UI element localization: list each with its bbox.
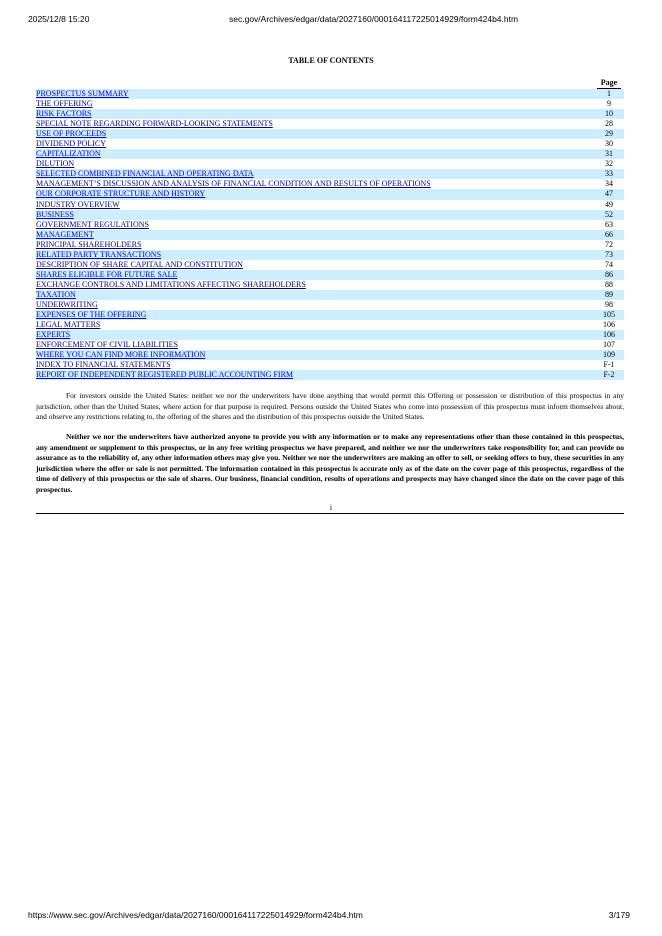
toc-link[interactable]: UNDERWRITING [36,300,98,309]
toc-page-number: F-1 [603,360,615,370]
toc-link[interactable]: SHARES ELIGIBLE FOR FUTURE SALE [36,269,178,279]
toc-row [36,210,624,220]
toc-link[interactable]: INDUSTRY OVERVIEW [36,199,120,209]
toc-row [36,149,624,159]
toc-link[interactable]: DILUTION [36,159,75,169]
toc-link[interactable]: EXPENSES OF THE OFFERING [36,310,147,320]
toc-row [36,280,624,290]
toc-row [36,330,624,340]
toc-page-number: 10 [594,109,624,119]
toc-page-number: 31 [594,149,624,159]
toc-page-number: F-2 [594,370,624,380]
toc-row [36,200,624,210]
toc-page-number: 88 [605,279,613,289]
toc-link[interactable]: EXCHANGE CONTROLS AND LIMITATIONS AFFECTING SHAREHOLDERS [36,279,306,289]
toc-link[interactable]: WHERE YOU CAN FIND MORE INFORMATION [36,350,206,360]
toc-page-number: 72 [605,239,613,249]
page-number: i [329,503,333,512]
toc-page-number: 28 [605,119,613,129]
toc-page-number: 73 [594,250,624,260]
toc-row [36,89,624,99]
toc-link[interactable]: REPORT OF INDEPENDENT REGISTERED PUBLIC ACCOUNTING FIRM [36,370,294,380]
toc-link[interactable]: THE OFFERING [36,99,93,109]
toc-link[interactable]: EXPERTS [36,330,71,340]
toc-row [36,169,624,179]
toc-row [36,119,624,129]
toc-page-number: 109 [594,350,624,360]
toc-row [36,220,624,230]
toc-link[interactable]: INDEX TO FINANCIAL STATEMENTS [36,360,171,370]
toc-row [36,270,624,280]
toc-row [36,340,624,350]
toc-page-number: 86 [594,270,624,280]
toc-page-number: 34 [605,179,613,189]
toc-row [36,179,624,189]
toc-link[interactable]: CAPITALIZATION [36,149,101,159]
print-page-count: 3/179 [608,910,630,920]
toc-link[interactable]: ENFORCEMENT OF CIVIL LIABILITIES [36,340,178,350]
toc-page-number: 32 [605,159,613,169]
toc-page-number: 106 [603,320,615,330]
toc-link[interactable]: PROSPECTUS SUMMARY [36,89,129,99]
page-column-header: Page [594,78,624,89]
toc-page-number: 33 [594,169,624,179]
toc-page-number: 105 [594,310,624,320]
toc-page-number: 66 [594,230,624,240]
toc-row [36,129,624,139]
toc-link[interactable]: DIVIDEND POLICY [36,139,106,149]
toc-page-number: 106 [594,330,624,340]
toc-row [36,240,624,250]
toc-link[interactable]: RISK FACTORS [36,109,92,119]
toc-link[interactable]: BUSINESS [36,209,74,219]
toc-row [36,370,624,380]
toc-link[interactable]: GOVERNMENT REGULATIONS [36,219,149,229]
toc-row [36,99,624,109]
toc-page-number: 1 [594,89,624,99]
table-of-contents [36,78,624,380]
toc-row [36,360,624,370]
toc-row [36,310,624,320]
toc-link[interactable]: PRINCIPAL SHAREHOLDERS [36,239,142,249]
toc-page-number: 98 [605,300,613,309]
toc-header-row [36,78,624,89]
page-divider [36,513,624,514]
toc-row [36,290,624,300]
toc-page-number: 63 [605,219,613,229]
toc-link[interactable]: SPECIAL NOTE REGARDING FORWARD-LOOKING STATEMENTS [36,119,273,129]
toc-row [36,260,624,270]
no-authorization-paragraph: Neither we nor the underwriters have authorized anyone to provide you with any information or to make any representations other than those contained in this prospectus, any amendment or supplement to this prospectus, or in any free writing prospectus we have prepared, and neither we nor the underwriters take responsibility for, and can provide no assurance as to the reliability of, any other information others may give you. Neither we nor the underwriters are making an offer to sell, or seeking offers to buy, these securities in any jurisdiction where the offer or sale is not permitted. The information contained in this prospectus is accurate only as of the date on the cover page of this prospectus, regardless of the time of delivery of this prospectus or the sale of shares. Our business, financial condition, results of operations and prospects may have changed since the date on the cover page of this prospectus. [36,432,624,494]
toc-link[interactable]: RELATED PARTY TRANSACTIONS [36,249,162,259]
toc-link[interactable]: SELECTED COMBINED FINANCIAL AND OPERATING DATA [36,169,254,179]
print-header-url: sec.gov/Archives/edgar/data/2027160/000164117225014929/form424b4.htm [229,14,519,24]
toc-title: TABLE OF CONTENTS [288,56,374,65]
toc-row [36,109,624,119]
toc-page-number: 47 [594,189,624,199]
toc-row [36,159,624,169]
toc-link[interactable]: LEGAL MATTERS [36,320,101,330]
toc-page-number: 89 [594,290,624,300]
toc-row [36,139,624,149]
toc-link[interactable]: USE OF PROCEEDS [36,129,107,139]
toc-row [36,230,624,240]
toc-row [36,250,624,260]
toc-row [36,350,624,360]
investors-outside-us-paragraph: For investors outside the United States: neither we nor the underwriters have done anything that would permit this Offering or possession or distribution of this prospectus in any jurisdiction, other than the United States, where action for that purpose is required. Persons outside the United States who come into possession of this prospectus must inform themselves about, and observe any restrictions relating to, the offering of the shares and the distribution of this prospectus outside the United States. [36,391,624,421]
print-datetime: 2025/12/8 15:20 [28,14,90,24]
toc-page-number: 49 [605,199,613,209]
toc-page-number: 9 [607,99,611,109]
toc-page-number: 107 [603,340,615,350]
toc-row [36,189,624,199]
toc-page-number: 30 [605,139,613,149]
toc-link[interactable]: DESCRIPTION OF SHARE CAPITAL AND CONSTITUTION [36,259,243,269]
toc-link[interactable]: MANAGEMENT’S DISCUSSION AND ANALYSIS OF FINANCIAL CONDITION AND RESULTS OF OPERATIONS [36,179,431,189]
toc-page-number: 29 [594,129,624,139]
toc-row [36,300,624,310]
print-footer-url: https://www.sec.gov/Archives/edgar/data/2027160/000164117225014929/form424b4.htm [28,910,363,920]
toc-link[interactable]: MANAGEMENT [36,229,94,239]
toc-page-number: 52 [594,210,624,220]
toc-link[interactable]: TAXATION [36,289,76,299]
toc-row [36,320,624,330]
toc-page-number: 74 [605,259,613,269]
toc-link[interactable]: OUR CORPORATE STRUCTURE AND HISTORY [36,189,206,199]
